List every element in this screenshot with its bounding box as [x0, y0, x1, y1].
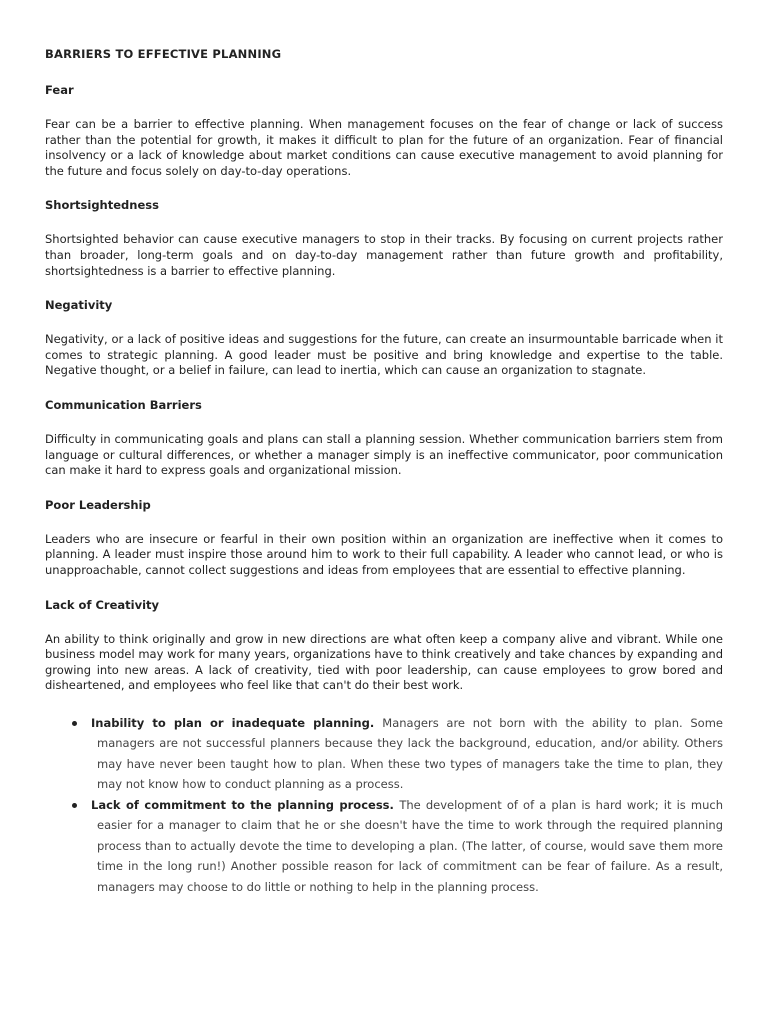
- bullet-lead-text: Lack of commitment to the planning process.: [91, 797, 400, 812]
- section-heading: Shortsightedness: [45, 198, 159, 213]
- bullet-body-text: The development of of a plan is hard work; it is much easier for a manager to claim that he or she doesn't have the time to work through the required planning process than to actually devote the time to developing a plan. (The latter, of course, would save them more time in the long run!) Another possible reason for lack of commitment can be fear of failure. As a result, managers may choose to do little or nothing to help in the planning process.: [97, 797, 723, 894]
- section-heading: Fear: [45, 83, 74, 97]
- section-heading: Poor Leadership: [45, 497, 151, 512]
- section-heading: Communication Barriers: [45, 397, 202, 412]
- bullet-list: [72, 713, 723, 898]
- document-title: BARRIERS TO EFFECTIVE PLANNING: [45, 47, 282, 61]
- section-communication-barriers: [45, 398, 723, 479]
- list-item: [72, 795, 723, 898]
- bullet-dot-icon: [72, 721, 77, 726]
- section-poor-leadership: [45, 498, 723, 579]
- section-lack-of-creativity: [45, 598, 723, 694]
- section-paragraph: Fear can be a barrier to effective planning. When management focuses on the fear of change or lack of success rather than the potential for growth, it makes it difficult to plan for the future of an organization. Fear of financial insolvency or a lack of knowledge about market conditions can cause executive management to avoid planning for the future and focus solely on day-to-day operations.: [45, 117, 723, 178]
- section-heading: Negativity: [45, 298, 113, 313]
- section-heading: Lack of Creativity: [45, 597, 160, 612]
- section-negativity: [45, 298, 723, 379]
- bullet-body-text: Managers are not born with the ability to plan. Some managers are not successful planners because they lack the background, education, and/or ability. Others may have never been taught how to plan. When these two types of managers take the time to plan, they may not know how to conduct planning as a process.: [97, 715, 723, 792]
- bullet-dot-icon: [72, 803, 77, 808]
- section-paragraph: Negativity, or a lack of positive ideas and suggestions for the future, can create an insurmountable barricade when it comes to strategic planning. A good leader must be positive and bring knowledge and expertise to the table. Negative thought, or a belief in failure, can lead to inertia, which can cause an organization to stagnate.: [45, 332, 723, 378]
- section-shortsightedness: [45, 198, 723, 279]
- document-page: [45, 47, 723, 897]
- section-paragraph: An ability to think originally and grow in new directions are what often keep a company alive and vibrant. While one business model may work for many years, organizations have to think creatively and take chances by expanding and growing into new areas. A lack of creativity, tied with poor leadership, can cause employees to grow bored and disheartened, and employees who feel like that can't do their best work.: [45, 631, 723, 693]
- section-paragraph: Shortsighted behavior can cause executive managers to stop in their tracks. By focusing on current projects rather than broader, long-term goals and on day-to-day management rather than future growth and profitability, shortsightedness is a barrier to effective planning.: [45, 232, 723, 278]
- section-paragraph: Leaders who are insecure or fearful in their own position within an organization are ineffective when it comes to planning. A leader must inspire those around him to work to their full capability. A leader who cannot lead, or who is unapproachable, cannot collect suggestions and ideas from employees that are essential to effective planning.: [45, 531, 723, 577]
- section-fear: [45, 83, 723, 179]
- bullet-lead-text: Inability to plan or inadequate planning.: [91, 715, 383, 730]
- list-item: [72, 713, 723, 795]
- section-paragraph: Difficulty in communicating goals and plans can stall a planning session. Whether communication barriers stem from language or cultural differences, or whether a manager simply is an ineffective communicator, poor communication can make it hard to express goals and organizational mission.: [45, 431, 723, 478]
